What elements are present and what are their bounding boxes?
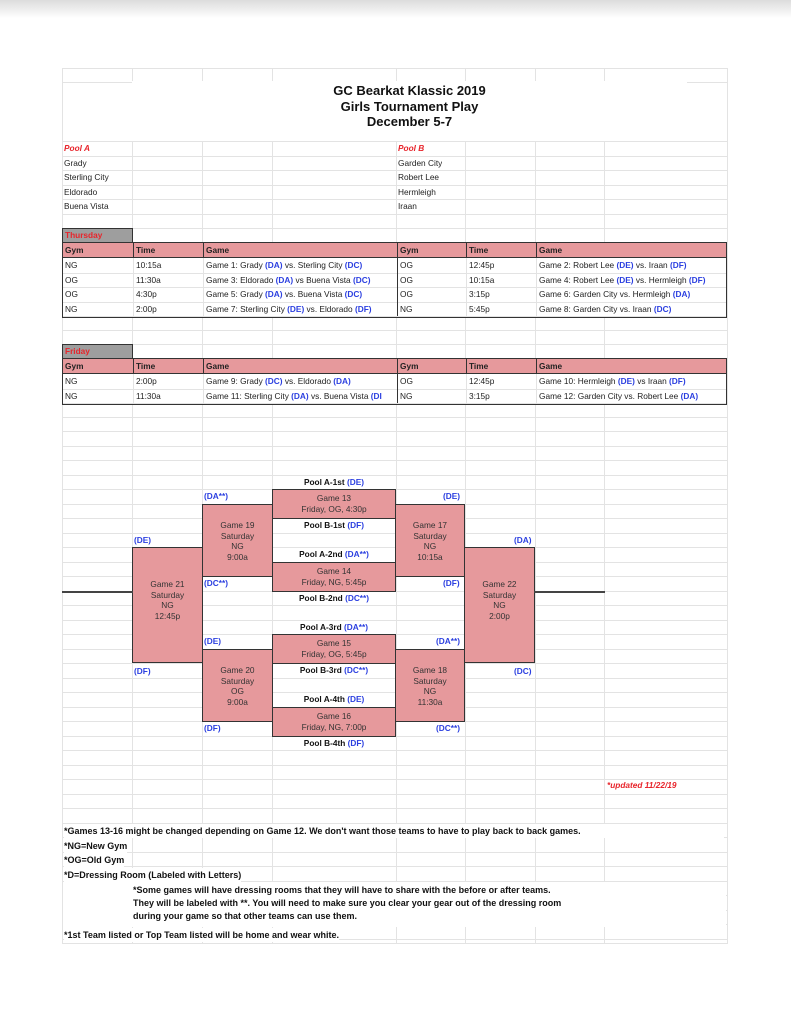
column-header: Game: [536, 359, 726, 373]
note-shared-line-3: during your game so that other teams can use them.: [133, 911, 358, 921]
pool-a-label: Pool A: [64, 143, 90, 153]
gridline: [62, 214, 728, 215]
game-label: Game 22: [482, 579, 517, 589]
note-shared-rooms-block: [63, 882, 726, 927]
gridline: [62, 852, 728, 853]
game-label: Game 21: [150, 579, 185, 589]
game-15-box: [272, 634, 396, 664]
time-cell: 2:00p: [133, 302, 203, 317]
game-text: vs. Iraan: [633, 260, 670, 270]
game-gym: NG: [423, 686, 437, 696]
column-header: Gym: [65, 245, 84, 255]
g20-bottom-dressing-tag: (DF): [204, 723, 221, 733]
dressing-room-tag: (DA): [265, 289, 283, 299]
game-day: Saturday: [413, 675, 447, 686]
g21-bottom-dressing-tag: (DF): [134, 666, 151, 676]
game-day: Saturday: [150, 589, 185, 600]
game-day: Saturday: [220, 530, 255, 541]
dressing-room-tag: (DF): [669, 376, 686, 386]
game-13-box: [272, 489, 396, 519]
game-day: Saturday: [220, 675, 255, 686]
gym-cell: NG: [65, 376, 78, 386]
dressing-room-tag: (DF): [669, 260, 687, 270]
game-text: vs. Eldorado: [304, 303, 355, 314]
note-dressing-room: *D=Dressing Room (Labeled with Letters): [64, 870, 242, 880]
game-text: Game 6: Garden City vs. Hermleigh: [539, 289, 673, 299]
game-cell: [203, 287, 397, 302]
dressing-room-tag: (DC): [344, 289, 363, 299]
time-cell: 3:15p: [466, 287, 536, 302]
table-header-row: [63, 243, 726, 258]
note-home-team: *1st Team listed or Top Team listed will be home and wear white.: [64, 930, 340, 940]
table-row: [63, 273, 726, 289]
gridline: [62, 794, 728, 795]
g22-top-dressing-tag: (DA): [514, 535, 532, 545]
game-gym: NG: [423, 541, 437, 551]
seed-pool-a-1st: Pool A-1st (DE): [303, 477, 365, 487]
game-cell: [203, 258, 397, 273]
game-text: vs. Hermleigh: [633, 274, 689, 285]
gridline: [62, 330, 728, 331]
table-row: [63, 374, 726, 390]
title-line-3: December 5-7: [366, 114, 453, 129]
gridline: [62, 228, 728, 229]
gym-cell: NG: [397, 302, 466, 317]
game-text: vs. Buena Vista: [308, 390, 371, 401]
gridline: [62, 344, 728, 345]
bracket-slot-g13-g14: [272, 518, 396, 563]
game-gym: NG: [231, 541, 244, 551]
friday-schedule-table: [62, 358, 727, 405]
title-line-1: GC Bearkat Klassic 2019: [333, 83, 486, 98]
note-shared-line-1: *Some games will have dressing rooms that they will have to share with the before or after teams.: [133, 885, 551, 895]
gridline: [62, 170, 728, 171]
gym-cell: NG: [397, 389, 466, 404]
title-line-2: Girls Tournament Play: [340, 98, 479, 114]
gridline: [62, 866, 728, 867]
gridline: [62, 460, 728, 461]
column-header: Gym: [397, 243, 466, 257]
dressing-room-tag: (DC): [344, 260, 363, 270]
seed-pool-a-2nd: Pool A-2nd (DA**): [299, 549, 369, 559]
game-text: Game 2: Robert Lee: [539, 260, 617, 270]
dressing-room-tag: (DF): [354, 303, 372, 314]
column-header: Gym: [397, 359, 466, 373]
pool-b-team: Hermleigh: [398, 187, 436, 197]
dressing-room-tag: (DE): [616, 260, 634, 270]
seed-pool-b-3rd: Pool B-3rd (DC**): [299, 665, 369, 675]
game-text: vs. Sterling City: [282, 260, 345, 270]
game-text: Game 11: Sterling City: [206, 390, 292, 401]
game-label: Game 16: [316, 711, 352, 721]
game-day: Saturday: [413, 530, 447, 541]
pool-b-label: Pool B: [398, 143, 425, 153]
game-17-box: [395, 504, 465, 577]
note-games-13-16: *Games 13-16 might be changed depending on Game 12. We don't want those teams to have to play back to back games.: [64, 824, 724, 838]
game-cell: [203, 389, 397, 404]
time-cell: 2:00p: [133, 374, 203, 389]
game-text: vs. Eldorado: [282, 376, 334, 386]
seed-pool-b-4th: Pool B-4th (DF): [303, 738, 365, 748]
gym-cell: OG: [397, 374, 466, 389]
g19-bottom-dressing-tag: (DC**): [204, 578, 228, 588]
g17-top-dressing-tag: (DE): [443, 491, 461, 501]
pool-b-team: Robert Lee: [398, 172, 440, 182]
dressing-room-tag: (DE): [617, 376, 635, 386]
gridline: [62, 750, 728, 751]
gym-cell: OG: [65, 289, 78, 299]
game-detail: Friday, NG, 5:45p: [301, 576, 367, 587]
column-header: Game: [536, 243, 726, 257]
g18-bottom-dressing-tag: (DC**): [436, 723, 460, 733]
table-row: [63, 302, 726, 318]
note-og: *OG=Old Gym: [64, 855, 125, 865]
gym-cell: NG: [65, 260, 78, 270]
dressing-room-tag: (DE): [616, 274, 634, 285]
gridline: [62, 446, 728, 447]
game-text: vs Iraan: [634, 376, 670, 386]
table-row: [63, 389, 726, 405]
game-22-box: [464, 547, 535, 663]
g17-bottom-dressing-tag: (DF): [443, 578, 460, 588]
game-text: Game 3: Eldorado: [206, 274, 276, 285]
table-header-row: [63, 359, 726, 374]
game-day: Saturday: [482, 589, 517, 600]
time-cell: 5:45p: [466, 302, 536, 317]
game-time: 12:45p: [154, 610, 181, 621]
dressing-room-tag: (DA): [680, 390, 699, 401]
game-cell: [203, 302, 397, 317]
game-20-box: [202, 649, 273, 722]
game-cell: [536, 258, 726, 273]
game-gym: NG: [161, 600, 174, 610]
dressing-room-tag: (DA): [333, 376, 351, 386]
dressing-room-tag: (DA): [672, 289, 691, 299]
game-time: 10:15a: [417, 551, 443, 562]
game-text: vs. Buena Vista: [282, 289, 345, 299]
game-cell: [203, 273, 397, 288]
game-text: Game 5: Grady: [206, 289, 266, 299]
game-detail: Friday, OG, 5:45p: [301, 648, 367, 659]
updated-date-note: *updated 11/22/19: [607, 780, 677, 790]
game-label: Game 18: [412, 665, 448, 675]
spreadsheet: [62, 68, 727, 943]
game-text: Game 8: Garden City vs. Iraan: [539, 303, 654, 314]
game-21-box: [132, 547, 203, 663]
gridline: [62, 68, 728, 69]
gridline: [62, 141, 728, 142]
bracket-line-right: [534, 591, 605, 593]
time-cell: 12:45p: [466, 258, 536, 273]
g18-top-dressing-tag: (DA**): [436, 636, 460, 646]
game-text: Game 9: Grady: [206, 376, 266, 386]
column-header: Time: [466, 359, 536, 373]
time-cell: 10:15a: [466, 273, 536, 288]
time-cell: 11:30a: [133, 389, 203, 404]
pool-a-team: Grady: [64, 158, 87, 168]
dressing-room-tag: (DC): [653, 303, 672, 314]
game-label: Game 19: [220, 520, 255, 530]
gym-cell: OG: [397, 258, 466, 273]
game-label: Game 15: [316, 638, 352, 648]
game-label: Game 13: [316, 493, 352, 503]
game-cell: [203, 374, 397, 389]
viewer-top-shadow: [0, 0, 791, 18]
pool-a-team: Eldorado: [64, 187, 98, 197]
gym-cell: NG: [65, 303, 78, 314]
game-14-box: [272, 562, 396, 592]
gridline: [62, 199, 728, 200]
table-row: [63, 258, 726, 274]
game-time: 9:00a: [227, 696, 248, 707]
gridline: [62, 156, 728, 157]
game-cell: [536, 287, 726, 302]
table-row: [63, 287, 726, 303]
column-header: Game: [203, 243, 397, 257]
game-cell: [536, 273, 726, 288]
gridline: [62, 417, 728, 418]
dressing-room-tag: (DA): [275, 274, 294, 285]
game-text: Game 4: Robert Lee: [539, 274, 617, 285]
game-gym: NG: [493, 600, 506, 610]
dressing-room-tag: (DE): [287, 303, 305, 314]
game-time: 11:30a: [417, 696, 443, 707]
g22-bottom-dressing-tag: (DC): [514, 666, 532, 676]
game-gym: OG: [231, 686, 244, 696]
game-label: Game 20: [220, 665, 255, 675]
column-header: Gym: [65, 361, 84, 371]
pool-b-team: Garden City: [398, 158, 443, 168]
seed-pool-a-4th: Pool A-4th (DE): [303, 694, 365, 704]
time-cell: 10:15a: [133, 258, 203, 273]
gym-cell: OG: [65, 274, 78, 285]
dressing-room-tag: (DC): [352, 274, 371, 285]
thursday-label: Thursday: [62, 228, 133, 243]
gridline: [62, 185, 728, 186]
game-text: Game 1: Grady: [206, 260, 266, 270]
dressing-room-tag: (DC): [265, 376, 283, 386]
seed-pool-b-2nd: Pool B-2nd (DC**): [298, 593, 370, 603]
gridline: [62, 943, 728, 944]
gym-cell: OG: [397, 287, 466, 302]
g19-top-dressing-tag: (DA**): [204, 491, 228, 501]
seed-pool-b-1st: Pool B-1st (DF): [304, 520, 364, 530]
game-label: Game 14: [316, 566, 352, 576]
pool-a-team: Sterling City: [64, 172, 109, 182]
g20-top-dressing-tag: (DE): [204, 636, 222, 646]
g21-top-dressing-tag: (DE): [134, 535, 152, 545]
game-cell: [536, 374, 726, 389]
column-header: Time: [466, 243, 536, 257]
note-shared-line-2: They will be labeled with **. You will need to make sure you clear your gear out of the dressing room: [133, 898, 562, 908]
game-16-box: [272, 707, 396, 737]
column-header: Time: [133, 243, 203, 257]
dressing-room-tag: (DF): [688, 274, 706, 285]
dressing-room-tag: (DA): [291, 390, 309, 401]
game-text: Game 10: Hermleigh: [539, 376, 618, 386]
game-time: 9:00a: [227, 551, 248, 562]
bracket-line-left: [62, 591, 133, 593]
gridline: [62, 808, 728, 809]
pool-a-team: Buena Vista: [64, 201, 109, 211]
time-cell: 12:45p: [466, 374, 536, 389]
game-18-box: [395, 649, 465, 722]
gridline: [62, 765, 728, 766]
pool-b-team: Iraan: [398, 201, 417, 211]
page-title: [132, 81, 687, 141]
game-label: Game 17: [412, 520, 448, 530]
column-header: Time: [133, 359, 203, 373]
game-detail: Friday, NG, 7:00p: [301, 721, 367, 732]
game-text: Game 12: Garden City vs. Robert Lee: [539, 390, 681, 401]
dressing-room-tag: (DA): [265, 260, 283, 270]
note-ng: *NG=New Gym: [64, 841, 128, 851]
game-cell: [536, 389, 726, 404]
time-cell: 3:15p: [466, 389, 536, 404]
game-detail: Friday, OG, 4:30p: [301, 503, 367, 514]
game-cell: [536, 302, 726, 317]
gym-cell: NG: [65, 390, 78, 401]
column-header: Game: [203, 359, 397, 373]
seed-pool-a-3rd: Pool A-3rd (DA**): [300, 622, 368, 632]
time-cell: 11:30a: [133, 273, 203, 288]
friday-label: Friday: [62, 344, 133, 359]
game-text: vs Buena Vista: [293, 274, 353, 285]
game-19-box: [202, 504, 273, 577]
game-time: 2:00p: [489, 610, 510, 621]
thursday-schedule-table: [62, 242, 727, 318]
gym-cell: OG: [397, 273, 466, 288]
gridline: [62, 431, 728, 432]
game-text: Game 7: Sterling City: [206, 303, 288, 314]
time-cell: 4:30p: [133, 287, 203, 302]
dressing-room-tag: (DI: [370, 390, 382, 401]
bracket-slot-g15-g16: [272, 663, 396, 708]
